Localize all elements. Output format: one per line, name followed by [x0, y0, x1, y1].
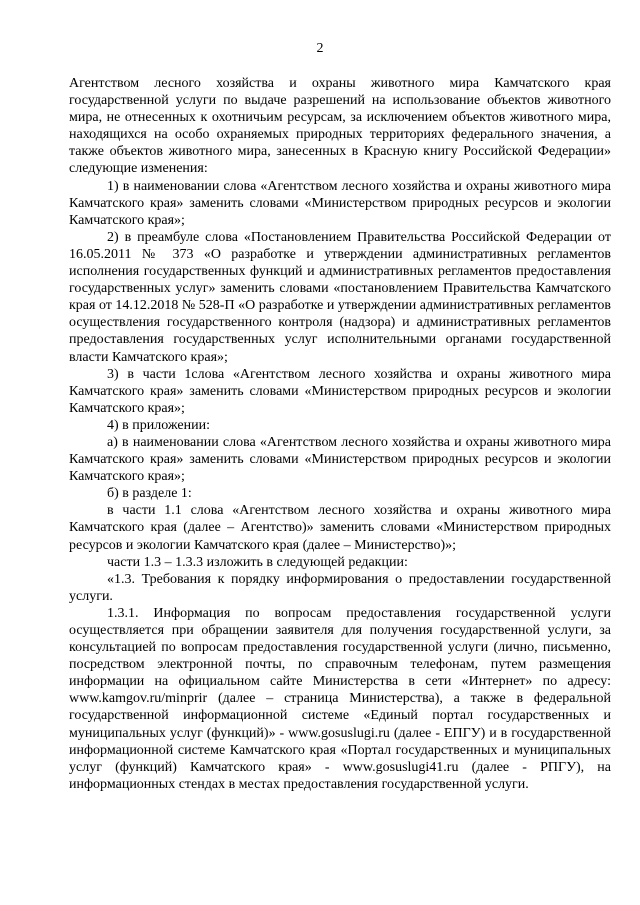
paragraph-item-4b: б) в разделе 1:: [107, 486, 192, 502]
paragraph-intro-continuation: Агентством лесного хозяйства и охраны животного мира Камчатского края государственной услуги по выдаче разрешений на использование объектов животного мира, не отнесенных к охотничьим ресурсам, за исключением объектов животного мира, находящихся на особо охраняемых природных территориях федерального значения, а также объектов животного мира, занесенных в Красную книгу Российской Федерации» следующие изменения:: [69, 76, 611, 177]
document-body: [69, 75, 611, 793]
paragraph-item-2: 2) в преамбуле слова «Постановлением Правительства Российской Федерации от 16.05.2011 № 373 «О разработке и утверждении административных регламентов исполнения государственных функций и административных регламентов предоставления государственных услуг» заменить словами «постановлением Правительства Камчатского края от 14.12.2018 № 528-П «О разработке и утверждении административных регламентов осуществления государственного контроля (надзора) и административных регламентов предоставления государственных услуг исполнительными органами государственной власти Камчатского края»;: [69, 229, 611, 365]
paragraph-part-1-1: в части 1.1 слова «Агентством лесного хозяйства и охраны животного мира Камчатского края (далее – Агентство)» заменить словами «Министерством природных ресурсов и экологии Камчатского края (далее – Министерство)»;: [69, 503, 611, 553]
paragraph-item-1: 1) в наименовании слова «Агентством лесного хозяйства и охраны животного мира Камчатского края» заменить словами «Министерством природных ресурсов и экологии Камчатского края»;: [69, 178, 611, 228]
paragraph-parts-1-3: части 1.3 – 1.3.3 изложить в следующей редакции:: [107, 554, 408, 570]
paragraph-item-4a: а) в наименовании слова «Агентством лесного хозяйства и охраны животного мира Камчатского края» заменить словами «Министерством природных ресурсов и экологии Камчатского края»;: [69, 434, 611, 485]
paragraph-section-1-3-1: 1.3.1. Информация по вопросам предоставления государственной услуги осуществляется при обращении заявителя для получения государственной услуги, за консультацией по вопросам предоставления государственной услуги (лично, письменно, посредством электронной почты, по справочным телефонам, путем размещения информации на официальном сайте Министерства в сети «Интернет» по адресу: www.kamgov.ru/minprir (далее – страница Министерства), а также в федеральной государственной информационной системе «Единый портал государственных и муниципальных услуг (функций)» - www.gosuslugi.ru (далее - ЕПГУ) и в государственной информационной системе Камчатского края «Портал государственных и муниципальных услуг (функций) Камчатского края» - www.gosuslugi41.ru (далее - РПГУ), на информационных стендах в местах предоставления государственной услуги.: [69, 605, 611, 792]
paragraph-section-1-3: «1.3. Требования к порядку информирования о предоставлении государственной услуги.: [69, 571, 611, 604]
paragraph-item-3: 3) в части 1слова «Агентством лесного хозяйства и охраны животного мира Камчатского края» заменить словами «Министерством природных ресурсов и экологии Камчатского края»;: [69, 366, 611, 416]
page-number: 2: [316, 41, 324, 56]
paragraph-item-4: 4) в приложении:: [107, 417, 210, 433]
